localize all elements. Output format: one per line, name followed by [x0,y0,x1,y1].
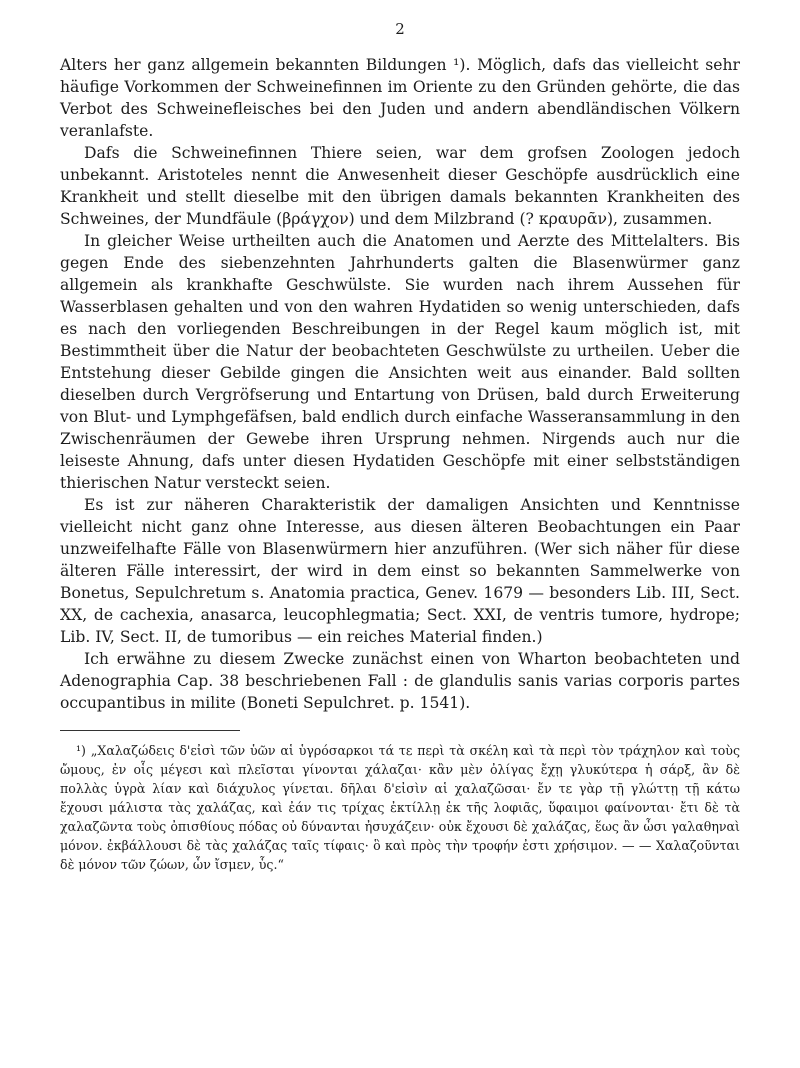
paragraph-2: Dafs die Schweinefinnen Thiere seien, war dem grofsen Zoologen jedoch unbekannt. Aristoteles nennt die Anwesenheit dieser Geschöpfe ausdrücklich eine Krankheit und stellt dieselbe mit den übrigen damals bekannten Krankheiten des Schweines, der Mundfäule (βράγχον) und dem Milzbrand (? κραυρᾶν), zusammen. [60,144,740,228]
footnote-text: „Χαλαζώδεις δ'εἰσὶ τῶν ὑῶν αἱ ὑγρόσαρκοι τά τε περὶ τὰ σκέλη καὶ τὰ περὶ τὸν τράχηλον καὶ τοὺς ὤμους, ἐν οἷς μέγεσι καὶ πλεῖσται γίνονται χάλαζαι· κἂν μὲν ὀλίγας ἔχῃ γλυκύτερα ἡ σάρξ, ἂν δὲ πολλὰς ὑγρὰ λίαν καὶ διάχυλος γίνεται. δῆλαι δ'εἰσὶν αἱ χαλαζῶσαι· ἔν τε γὰρ τῇ γλώττῃ τῇ κάτω ἔχουσι μάλιστα τὰς χαλάζας, καὶ ἐάν τις τρίχας ἐκτίλλῃ ἐκ τῆς λοφιᾶς, ὕφαιμοι φαίνονται· ἔτι δὲ τὰ χαλαζῶντα τοὺς ὀπισθίους πόδας οὐ δύνανται ἠσυχάζειν· οὐκ ἔχουσι δὲ χαλάζας, ἕως ἂν ὦσι γαλαθηναὶ μόνον. ἐκβάλλουσι δὲ τὰς χαλάζας ταῖς τίφαις· ὃ καὶ πρὸς τὴν τροφήν ἐστι χρήσιμον. — — Χαλαζοῦνται δὲ μόνον τῶν ζώων, ὧν ἴσμεν, ὗς.“ [60,743,740,872]
paragraph-5: Ich erwähne zu diesem Zwecke zunächst einen von Wharton beobachteten und Adenographia Cap. 38 beschriebenen Fall : de glandulis sanis varias corporis partes occupantibus in milite (Boneti Sepulchret. p. 1541). [60,650,740,712]
paragraph-4: Es ist zur näheren Charakteristik der damaligen Ansichten und Kenntnisse vielleicht nicht ganz ohne Interesse, aus diesen älteren Beobachtungen ein Paar unzweifelhafte Fälle von Blasenwürmern hier anzuführen. (Wer sich näher für diese älteren Fälle interessirt, der wird in dem einst so bekannten Sammelwerke von Bonetus, Sepulchretum s. Anatomia practica, Genev. 1679 — besonders Lib. III, Sect. XX, de cachexia, anasarca, leucophlegmatia; Sect. XXI, de ventris tumore, hydrope; Lib. IV, Sect. II, de tumoribus — ein reiches Material finden.) [60,496,740,646]
footnote-divider [60,730,240,731]
footnote-marker: ¹) [76,743,86,758]
body-text [60,54,740,714]
page-number: 2 [395,20,405,38]
paragraph-3: In gleicher Weise urtheilten auch die Anatomen und Aerzte des Mittelalters. Bis gegen Ende des siebenzehnten Jahrhunderts galten die Blasenwürmer ganz allgemein als krankhafte Geschwülste. Sie wurden nach ihrem Aussehen für Wasserblasen gehalten und von den wahren Hydatiden so wenig unterschieden, dafs es nach den vorliegenden Beschreibungen in der Regel kaum möglich ist, mit Bestimmtheit über die Natur der beobachteten Geschwülste zu urtheilen. Ueber die Entstehung dieser Gebilde gingen die Ansichten weit aus einander. Bald sollten dieselben durch Vergröfserung und Entartung von Drüsen, bald durch Erweiterung von Blut- und Lymphgefäfsen, bald endlich durch einfache Wasseransammlung in den Zwischenräumen der Gewebe ihren Ursprung nehmen. Nirgends auch nur die leiseste Ahnung, dafs unter diesen Hydatiden Geschöpfe mit einer selbstständigen thierischen Natur versteckt seien. [60,232,740,492]
paragraph-1: Alters her ganz allgemein bekannten Bildungen ¹). Möglich, dafs das vielleicht sehr häufige Vorkommen der Schweinefinnen im Oriente zu den Gründen gehörte, die das Verbot des Schweinefleisches bei den Juden und andern abendländischen Völkern veranlafste. [60,56,740,140]
footnote [60,741,740,874]
